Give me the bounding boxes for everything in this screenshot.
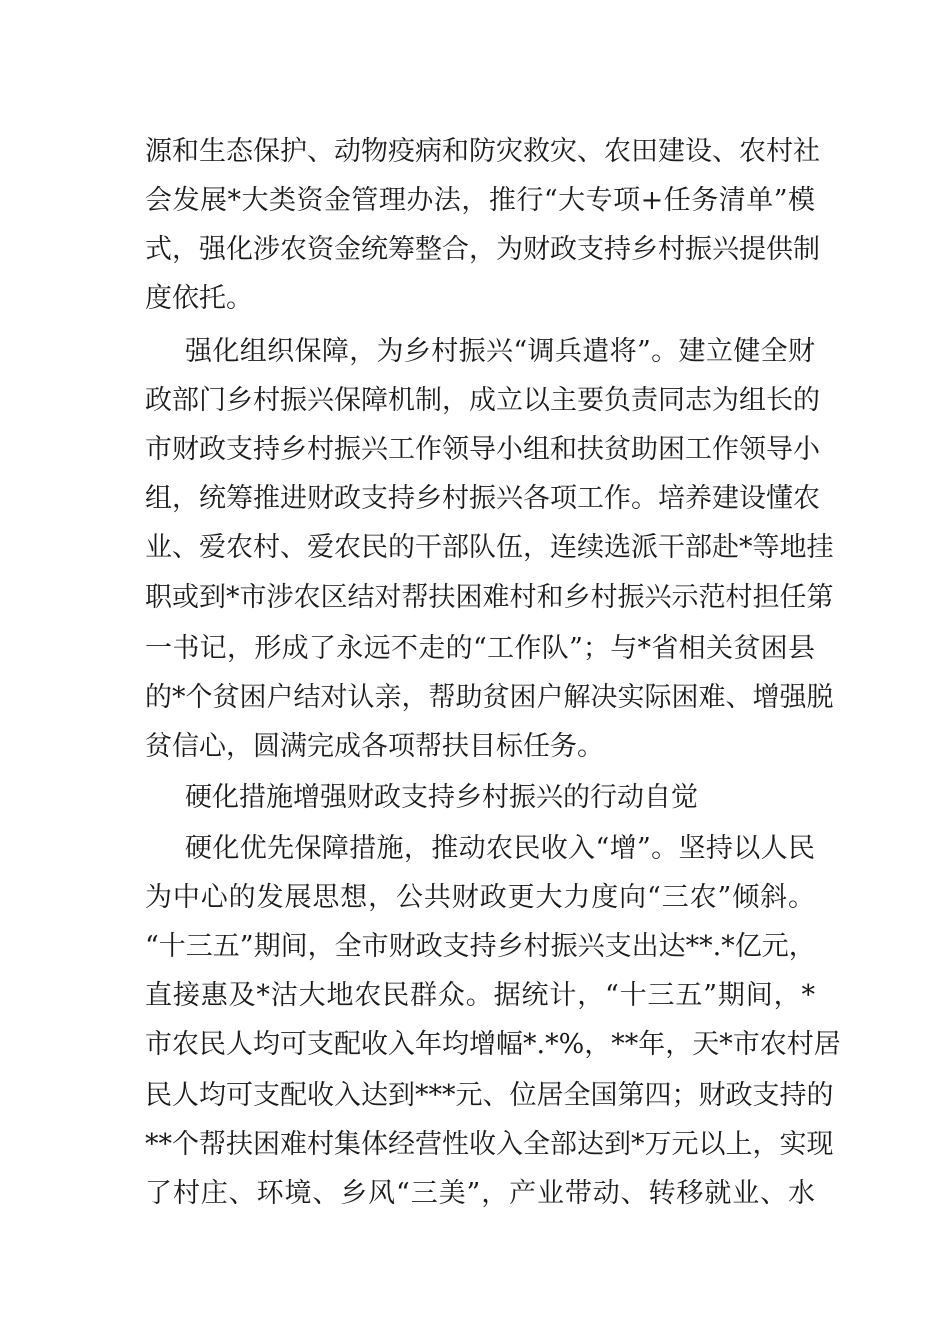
text-line: “十三五”期间，全市财政支持乡村振兴支出达**.*亿元， [145, 931, 816, 962]
text-line: 市农民人均可支配收入年均增幅*.*%，**年，天*市农村居 [145, 1029, 841, 1060]
text-line: 为中心的发展思想，公共财政更大力度向“三农”倾斜。 [145, 882, 815, 913]
text-line: 贫信心，圆满完成各项帮扶目标任务。 [145, 731, 604, 762]
text-line: 了村庄、环境、乡风“三美”，产业带动、转移就业、水 [145, 1178, 815, 1209]
text-line: 源和生态保护、动物疫病和防灾救灾、农田建设、农村社 [145, 136, 820, 167]
text-line: 组，统筹推进财政支持乡村振兴各项工作。培养建设懂农 [145, 483, 820, 514]
text-line: 一书记，形成了永远不走的“工作队”；与*省相关贫困县 [145, 633, 815, 664]
text-line: 业、爱农村、爱农民的干部队伍，连续选派干部赴*等地挂 [145, 532, 834, 563]
text-line: 市财政支持乡村振兴工作领导小组和扶贫助困工作领导小 [145, 434, 820, 465]
text-line: 会发展*大类资金管理办法，推行“大专项+任务清单”模 [145, 185, 815, 216]
text-line: 政部门乡村振兴保障机制，成立以主要负责同志为组长的 [145, 385, 820, 416]
text-line: 的*个贫困户结对认亲，帮助贫困户解决实际困难、增强脱 [145, 682, 834, 713]
paragraph-first-line: 强化组织保障，为乡村振兴“调兵遣将”。建立健全财 [185, 336, 815, 367]
text-line: **个帮扶困难村集体经营性收入全部达到*万元以上，实现 [145, 1129, 834, 1160]
text-line: 民人均可支配收入达到***元、位居全国第四；财政支持的 [145, 1080, 834, 1111]
text-line: 职或到*市涉农区结对帮扶困难村和乡村振兴示范村担任第 [145, 582, 834, 613]
paragraph-first-line: 硬化优先保障措施，推动农民收入“增”。坚持以人民 [185, 833, 815, 864]
text-line: 直接惠及*沽大地农民群众。据统计，“十三五”期间，* [145, 980, 815, 1011]
section-heading: 硬化措施增强财政支持乡村振兴的行动自觉 [185, 782, 698, 813]
text-line: 度依托。 [145, 283, 253, 314]
text-line: 式，强化涉农资金统筹整合，为财政支持乡村振兴提供制 [145, 234, 820, 265]
